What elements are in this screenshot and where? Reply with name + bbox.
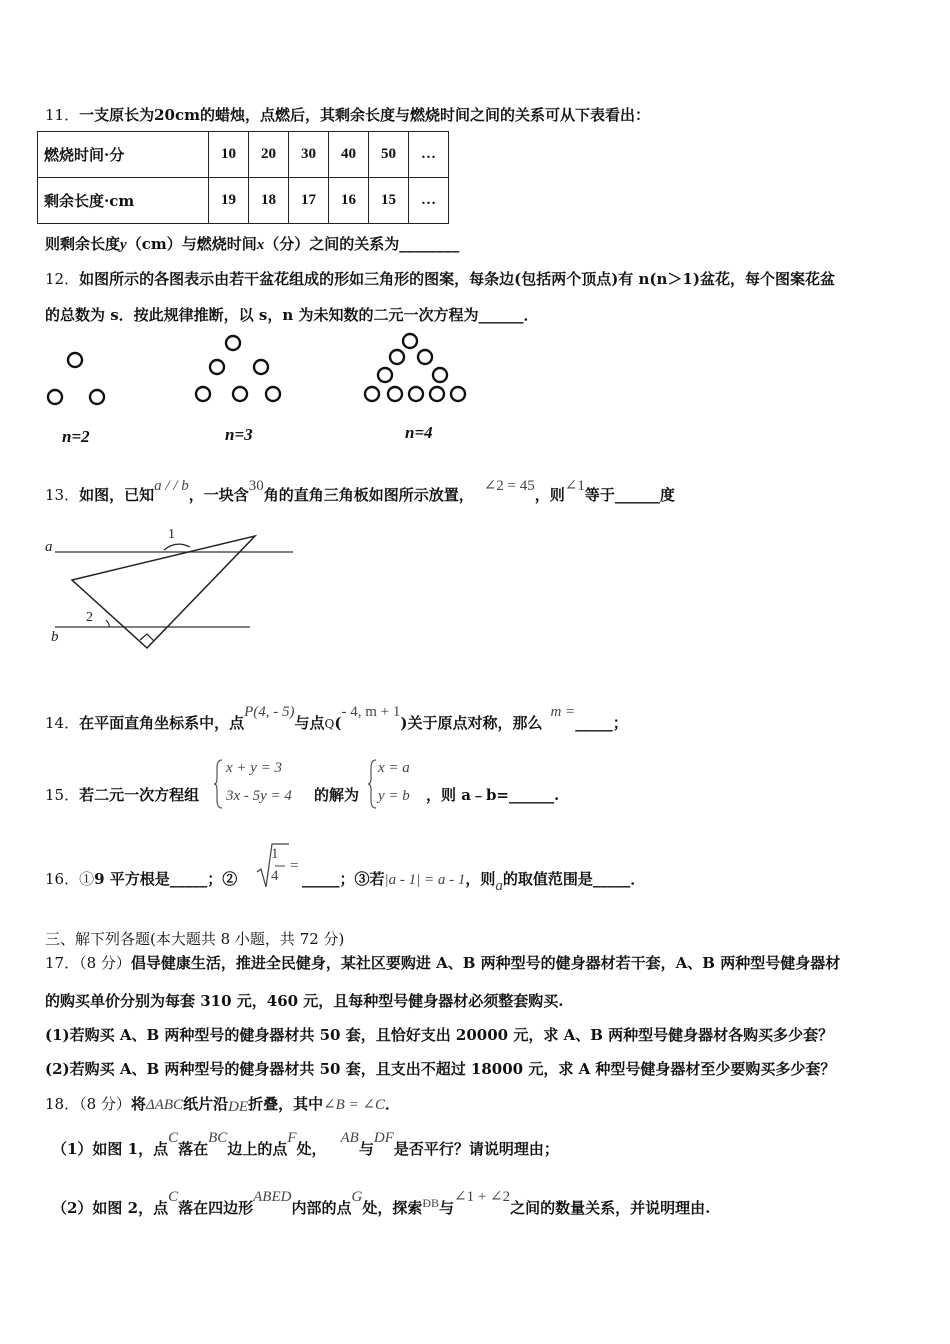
q17-part1: (1)若购买 A、B 两种型号的健身器材共 50 套，且恰好支出 20000 元，求 A、B 两种型号健身器材各购买多少套？: [45, 1026, 834, 1044]
q13-text: 13．如图，已知a / / b，一块含30角的直角三角板如图所示放置， ∠2 = 45，则∠1等于______度: [45, 478, 675, 504]
flower-pot: [196, 387, 210, 401]
label-n2: n=2: [62, 427, 90, 446]
table-cell: 19: [209, 178, 249, 224]
table-cell: 20: [249, 132, 289, 178]
table-cell: 40: [329, 132, 369, 178]
table-cell: 15: [369, 178, 409, 224]
solution-eq2: y = b: [378, 788, 410, 804]
table-header-length: 剩余长度·cm: [38, 178, 209, 224]
flower-pot: [418, 350, 432, 364]
label-angle-2: 2: [86, 610, 93, 625]
table-cell: …: [409, 178, 449, 224]
table-row: [38, 132, 449, 178]
system-brace-right: [368, 758, 378, 810]
q12-line1: 12．如图所示的各图表示由若干盆花组成的形如三角形的图案，每条边(包括两个顶点)有 n(n＞1)盆花，每个图案花盆: [45, 270, 835, 288]
flower-pot: [390, 350, 404, 364]
label-n3: n=3: [225, 425, 253, 444]
q15-text-end: ，则 a﹣b=______.: [426, 786, 560, 804]
table-cell: 18: [249, 178, 289, 224]
label-b: b: [51, 629, 59, 645]
flower-pot: [365, 387, 379, 401]
flower-pot: [226, 336, 240, 350]
flower-pot: [68, 353, 82, 367]
q11-answer-line: 则剩余长度y（cm）与燃烧时间x（分）之间的关系为________: [45, 235, 460, 253]
flower-pot: [388, 387, 402, 401]
flower-pot: [254, 360, 268, 374]
flower-pot: [233, 387, 247, 401]
system-brace-left: [214, 758, 224, 810]
q18-line1: 18．（8 分）将ΔABC纸片沿DE折叠，其中∠B = ∠C．: [45, 1095, 401, 1115]
system-eq2: 3x - 5y = 4: [226, 788, 292, 804]
label-angle-1: 1: [168, 527, 175, 542]
triangle-ruler: [72, 536, 255, 648]
flower-pattern-figure: [30, 330, 490, 448]
q16-part1: 16．①9 平方根是_____；②: [45, 870, 238, 888]
q15-num: 15．若二元一次方程组: [45, 786, 200, 804]
flower-pot: [409, 387, 423, 401]
flower-pot: [48, 390, 62, 404]
pattern-n4: [365, 334, 465, 442]
q12-line2: 的总数为 s．按此规律推断，以 s，n 为未知数的二元一次方程为______．: [45, 306, 539, 324]
angle-2-arc: [106, 620, 109, 627]
q17-line1: 17．（8 分）倡导健康生活，推进全民健身，某社区要购进 A、B 两种型号的健身器材若干套，A、B 两种型号健身器材: [45, 954, 841, 972]
table-header-time: 燃烧时间·分: [38, 132, 209, 178]
system-eq1: x + y = 3: [226, 760, 283, 776]
frac-numerator: 1: [271, 846, 279, 862]
table-cell: …: [409, 132, 449, 178]
flower-pot: [266, 387, 280, 401]
table-cell: 30: [289, 132, 329, 178]
label-a: a: [45, 539, 53, 555]
section-3-title: 三、解下列各题(本大题共 8 小题，共 72 分): [45, 930, 345, 948]
flower-pot: [210, 360, 224, 374]
flower-pot: [378, 368, 392, 382]
equals-sign: =: [290, 858, 299, 874]
q15-text-mid: 的解为: [314, 786, 360, 804]
q14-text: 14．在平面直角坐标系中，点P(4, - 5)与点Q(- 4, m + 1)关于原点对称，那么m =_____；: [45, 704, 628, 732]
table-cell: 16: [329, 178, 369, 224]
table-cell: 50: [369, 132, 409, 178]
right-angle-mark: [140, 634, 154, 641]
candle-table: [37, 131, 449, 224]
parallel-lines-triangle-figure: [40, 520, 310, 655]
q18-part2: （2）如图 2，点C落在四边形ABED内部的点G处，探索$^{ÐB}$与∠1 + ∠2之间的数量关系，并说明理由.: [52, 1189, 711, 1217]
label-n4: n=4: [405, 423, 433, 442]
frac-denominator: 4: [271, 868, 279, 884]
solution-eq1: x = a: [378, 760, 410, 776]
pattern-n3: [196, 336, 280, 444]
flower-pot: [430, 387, 444, 401]
q16-part2: _____；③若|a - 1| = a - 1，则a的取值范围是_____．: [302, 870, 646, 894]
q11-text: 11．一支原长为20cm的蜡烛，点燃后，其剩余长度与燃烧时间之间的关系可从下表看出：: [45, 106, 650, 124]
angle-1-arc: [164, 544, 190, 550]
q18-part1: （1）如图 1，点C落在BC边上的点F处，AB与DF是否平行？请说明理由；: [52, 1130, 559, 1158]
q17-part2: (2)若购买 A、B 两种型号的健身器材共 50 套，且支出不超过 18000 元，求 A 种型号健身器材至少要购买多少套？: [45, 1060, 836, 1078]
q17-line2: 的购买单价分别为每套 310 元，460 元，且每种型号健身器材必须整套购买.: [45, 992, 564, 1010]
flower-pot: [451, 387, 465, 401]
table-row: [38, 178, 449, 224]
pattern-n2: [48, 353, 104, 446]
flower-pot: [90, 390, 104, 404]
flower-pot: [433, 368, 447, 382]
table-cell: 10: [209, 132, 249, 178]
flower-pot: [403, 334, 417, 348]
table-cell: 17: [289, 178, 329, 224]
